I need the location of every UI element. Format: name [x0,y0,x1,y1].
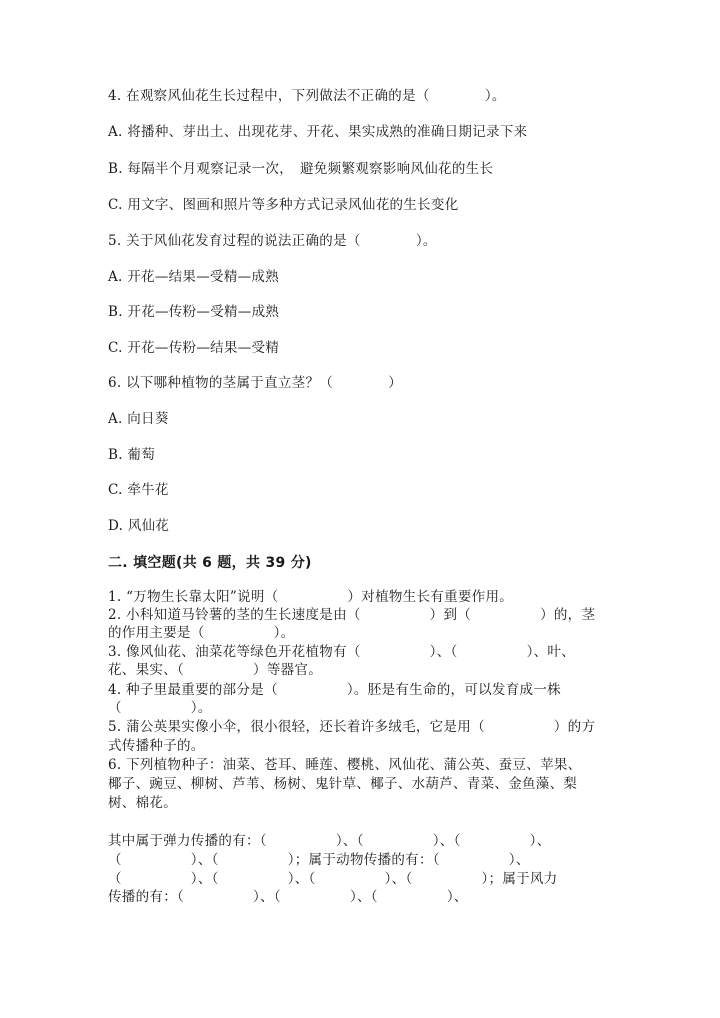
fill-line: 式传播种子的。 [108,738,205,754]
seed-dispersal-line: 传播的有：（ ）、（ ）、（ ）、 [108,889,468,905]
question-6-option-c: C. 牵牛花 [108,482,169,498]
fill-line: 4. 种子里最重要的部分是（ ）。胚是有生命的，可以发育成一株 [108,682,561,698]
question-6-option-a: A. 向日葵 [108,411,169,427]
section-2-heading: 二. 填空题(共 6 题，共 39 分) [108,555,312,571]
question-5-option-a: A. 开花—结果—受精—成熟 [108,269,280,285]
question-4-option-a: A. 将播种、芽出土、出现花芽、开花、果实成熟的准确日期记录下来 [108,124,528,140]
fill-line: 1. “万物生长靠太阳”说明（ ）对植物生长有重要作用。 [108,589,514,605]
fill-line: （ ）。 [108,700,212,716]
fill-line: 6. 下列植物种子：油菜、苍耳、睡莲、樱桃、风仙花、蒲公英、蚕豆、苹果、 [108,757,582,773]
question-5-option-c: C. 开花—传粉—结果—受精 [108,340,280,356]
question-4-option-b: B. 每隔半个月观察记录一次， 避免频繁观察影响风仙花的生长 [108,161,494,177]
seed-dispersal-line: （ ）、（ ）；属于动物传播的有：（ ）、 [108,852,530,868]
question-6-option-b: B. 葡萄 [108,447,156,463]
fill-line: 2. 小科知道马铃薯的茎的生长速度是由（ ）到（ ）的，茎 [108,607,596,623]
fill-line: 的作用主要是（ ）。 [108,625,295,641]
question-4-stem: 4. 在观察风仙花生长过程中，下列做法不正确的是（ ）。 [108,88,506,104]
question-4-option-c: C. 用文字、图画和照片等多种方式记录风仙花的生长变化 [108,197,459,213]
seed-dispersal-line: 其中属于弹力传播的有：（ ）、（ ）、（ ）、 [108,833,551,849]
question-5-option-b: B. 开花—传粉—受精—成熟 [108,304,280,320]
fill-line: 花、果实、（ ）等器官。 [108,662,323,678]
fill-line: 树、棉花。 [108,795,177,811]
question-6-stem: 6. 以下哪种植物的茎属于直立茎？（ ） [108,375,403,391]
fill-line: 3. 像风仙花、油菜花等绿色开花植物有（ ）、（ ）、叶、 [108,644,576,660]
fill-line: 5. 蒲公英果实像小伞，很小很轻，还长着许多绒毛，它是用（ ）的方 [108,719,596,735]
seed-dispersal-line: （ ）、（ ）、（ ）、（ ）；属于风力 [108,871,558,887]
fill-line: 椰子、豌豆、柳树、芦苇、杨树、鬼针草、椰子、水葫芦、青菜、金鱼藻、梨 [108,776,578,792]
question-5-stem: 5. 关于风仙花发育过程的说法正确的是（ ）。 [108,233,437,249]
question-6-option-d: D. 风仙花 [108,518,170,534]
